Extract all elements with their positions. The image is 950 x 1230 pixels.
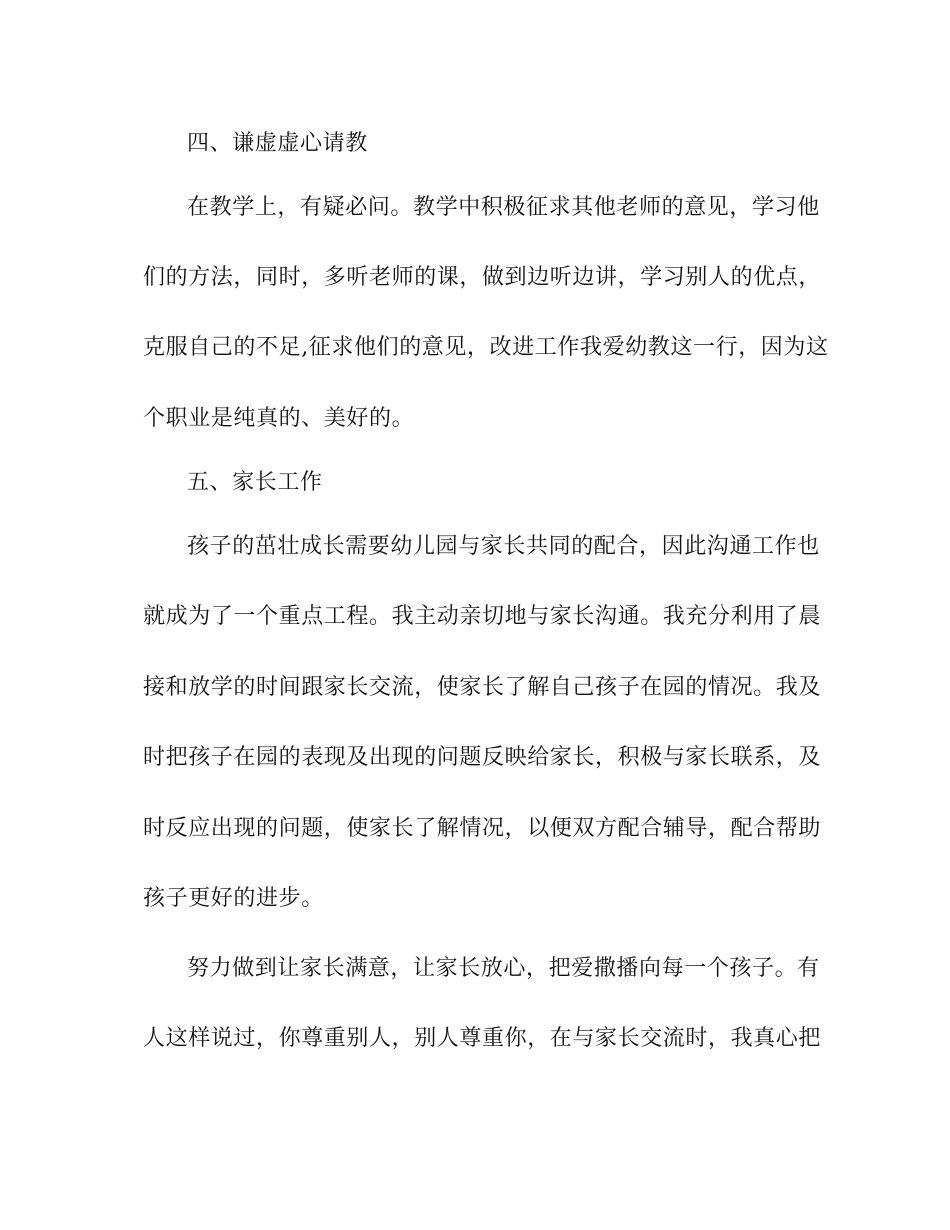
paragraph-line: 在教学上，有疑必问。教学中积极征求其他老师的意见，学习他 <box>187 195 820 220</box>
section-heading-4: 四、谦虚虚心请教 <box>187 131 368 156</box>
paragraph-line: 们的方法，同时，多听老师的课，做到边听边讲，学习别人的优点， <box>143 265 822 290</box>
section-heading-5: 五、家长工作 <box>187 470 323 495</box>
paragraph-line: 时反应出现的问题，使家长了解情况，以便双方配合辅导，配合帮助 <box>143 816 822 841</box>
paragraph-line: 孩子更好的进步。 <box>143 886 324 911</box>
paragraph-line: 就成为了一个重点工程。我主动亲切地与家长沟通。我充分利用了晨 <box>143 604 822 629</box>
paragraph-line: 接和放学的时间跟家长交流，使家长了解自己孩子在园的情况。我及 <box>143 675 822 700</box>
paragraph-line: 人这样说过，你尊重别人，别人尊重你，在与家长交流时，我真心把 <box>143 1026 822 1051</box>
paragraph-line: 个职业是纯真的、美好的。 <box>143 406 415 431</box>
paragraph-line: 努力做到让家长满意，让家长放心，把爱撒播向每一个孩子。有 <box>187 956 820 981</box>
paragraph-line: 孩子的茁壮成长需要幼儿园与家长共同的配合，因此沟通工作也 <box>187 534 820 559</box>
paragraph-line: 时把孩子在园的表现及出现的问题反映给家长，积极与家长联系，及 <box>143 745 822 770</box>
paragraph-line: 克服自己的不足,征求他们的意见，改进工作我爱幼教这一行，因为这 <box>143 335 829 360</box>
